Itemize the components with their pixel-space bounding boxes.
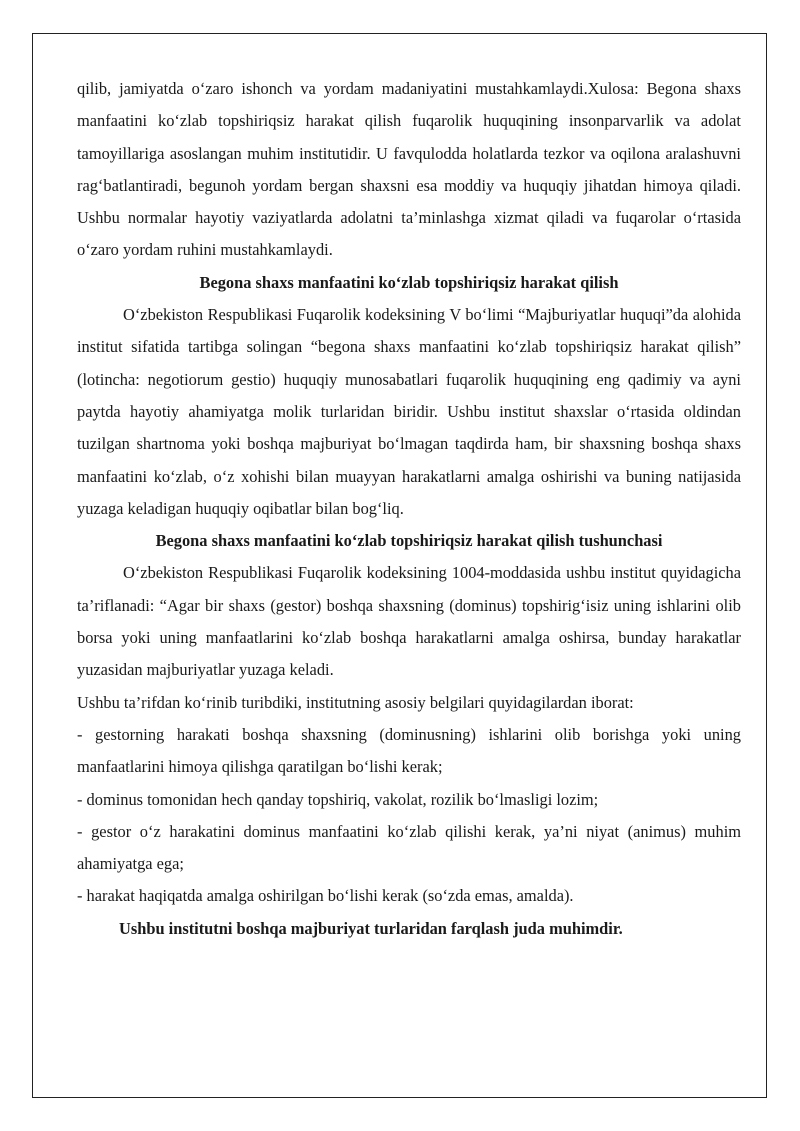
document-body (77, 73, 741, 945)
section-heading-concept: Begona shaxs manfaatini ko‘zlab topshiriqsiz harakat qilish tushunchasi (155, 531, 663, 551)
section-heading-distinction: Ushbu institutni boshqa majburiyat turlaridan farqlash juda muhimdir. (119, 918, 623, 938)
section-heading-main: Begona shaxs manfaatini ko‘zlab topshiriqsiz harakat qilish (199, 272, 619, 292)
paragraph-conclusion: qilib, jamiyatda o‘zaro ishonch va yordam madaniyatini mustahkamlaydi.Xulosa: Begona shaxs manfaatini ko‘zlab topshiriqsiz harakat qilish fuqarolik huquqining insonparvarlik va adolat tamoyillariga asoslangan muhim institutidir. U favqulodda holatlarda tezkor va oqilona aralashuvni rag‘batlantiradi, begunoh yordam bergan shaxsni esa moddiy va huquqiy jihatdan himoya qiladi. Ushbu normalar hayotiy vaziyatlarda adolatni ta’minlashga xizmat qiladi va fuqarolar o‘rtasida o‘zaro yordam ruhini mustahkamlaydi. (77, 79, 741, 260)
list-item: - gestor o‘z harakatini dominus manfaatini ko‘zlab qilishi kerak, ya’ni niyat (animus) muhim ahamiyatga ega; (77, 821, 741, 874)
list-item: - gestorning harakati boshqa shaxsning (dominusning) ishlarini olib borishga yoki uning manfaatlarini himoya qilishga qaratilgan bo‘lishi kerak; (77, 724, 741, 777)
paragraph-features-intro: Ushbu ta’rifdan ko‘rinib turibdiki, institutning asosiy belgilari quyidagilardan iborat: (77, 692, 634, 712)
paragraph-intro: O‘zbekiston Respublikasi Fuqarolik kodeksining V bo‘limi “Majburiyatlar huquqi”da alohida institut sifatida tartibga solingan “begona shaxs manfaatini ko‘zlab topshiriqsiz harakat qilish” (lotincha: negotiorum gestio) huquqiy munosabatlari fuqarolik huquqining eng qadimiy va ayni paytda hayotiy ahamiyatga molik turlaridan biridir. Ushbu institut shaxslar o‘rtasida oldindan tuzilgan shartnoma yoki boshqa majburiyat bo‘lmagan taqdirda ham, bir shaxsning boshqa shaxs manfaatini ko‘zlab, o‘z xohishi bilan muayyan harakatlarni amalga oshirishi va buning natijasida yuzaga keladigan huquqiy oqibatlar bilan bog‘liq. (77, 305, 741, 518)
list-item: - harakat haqiqatda amalga oshirilgan bo‘lishi kerak (so‘zda emas, amalda). (77, 886, 574, 906)
paragraph-definition: O‘zbekiston Respublikasi Fuqarolik kodeksining 1004-moddasida ushbu institut quyidagicha ta’riflanadi: “Agar bir shaxs (gestor) boshqa shaxsning (dominus) topshirig‘isiz uning ishlarini olib borsa yoki uning manfaatlarini ko‘zlab boshqa harakatlarni amalga oshirsa, bunday harakatlar yuzasidan majburiyatlar yuzaga keladi. (77, 563, 741, 680)
list-item: - dominus tomonidan hech qanday topshiriq, vakolat, rozilik bo‘lmasligi lozim; (77, 789, 599, 809)
